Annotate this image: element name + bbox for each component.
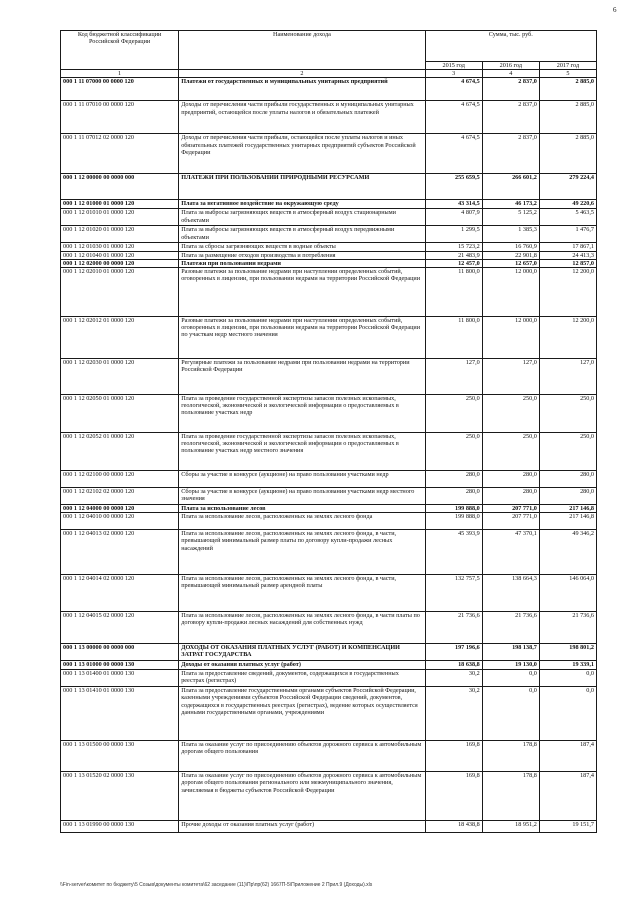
value-2016-cell: 19 130,0 <box>482 661 539 670</box>
value-2017-cell: 49 220,6 <box>539 200 596 209</box>
value-2017-cell: 217 146,8 <box>539 505 596 513</box>
value-2015-cell: 4 674,5 <box>425 134 482 174</box>
value-2015-cell: 197 196,6 <box>425 644 482 661</box>
code-cell: 000 1 12 02102 02 0000 120 <box>61 488 179 505</box>
value-2017-cell: 279 224,4 <box>539 174 596 200</box>
name-cell: Плата за сбросы загрязняющих веществ в водные объекты <box>179 243 425 251</box>
name-cell: Доходы от перечисления части прибыли государственных и муниципальных унитарных предприятий, остающейся после уплаты налогов и обязательных платежей <box>179 101 425 134</box>
value-2017-cell: 5 463,5 <box>539 209 596 226</box>
name-cell: Прочие доходы от оказания платных услуг (работ) <box>179 821 425 833</box>
value-2016-cell: 266 601,2 <box>482 174 539 200</box>
page-number: 6 <box>613 6 617 14</box>
value-2016-cell: 2 837,0 <box>482 134 539 174</box>
value-2016-cell: 21 736,6 <box>482 612 539 644</box>
value-2015-cell: 30,2 <box>425 670 482 687</box>
header-name: Наименование дохода <box>179 31 425 70</box>
value-2017-cell: 250,0 <box>539 433 596 471</box>
value-2015-cell: 4 807,9 <box>425 209 482 226</box>
table-row <box>61 433 597 471</box>
code-cell: 000 1 13 01500 00 0000 130 <box>61 741 179 772</box>
name-cell: Платежи от государственных и муниципальных унитарных предприятий <box>179 78 425 101</box>
code-cell: 000 1 12 02010 01 0000 120 <box>61 268 179 317</box>
name-cell: Плата за размещение отходов производства и потребления <box>179 251 425 259</box>
table-row <box>61 101 597 134</box>
code-cell: 000 1 12 02030 01 0000 120 <box>61 359 179 395</box>
value-2016-cell: 280,0 <box>482 471 539 488</box>
code-cell: 000 1 11 07010 00 0000 120 <box>61 101 179 134</box>
name-cell: Плата за оказание услуг по присоединению объектов дорожного сервиса к автомобильным дорогам общего пользования <box>179 741 425 772</box>
table-row <box>61 209 597 226</box>
value-2015-cell: 250,0 <box>425 433 482 471</box>
value-2017-cell: 0,0 <box>539 670 596 687</box>
code-cell: 000 1 12 01000 01 0000 120 <box>61 200 179 209</box>
value-2016-cell: 47 370,1 <box>482 530 539 575</box>
value-2017-cell: 17 867,1 <box>539 243 596 251</box>
value-2015-cell: 250,0 <box>425 395 482 433</box>
value-2015-cell: 199 888,0 <box>425 513 482 530</box>
code-cell: 000 1 12 01030 01 0000 120 <box>61 243 179 251</box>
code-cell: 000 1 12 00000 00 0000 000 <box>61 174 179 200</box>
code-cell: 000 1 12 04013 02 0000 120 <box>61 530 179 575</box>
value-2016-cell: 207 771,0 <box>482 505 539 513</box>
value-2017-cell: 127,0 <box>539 359 596 395</box>
code-cell: 000 1 12 02000 00 0000 120 <box>61 259 179 267</box>
value-2015-cell: 4 674,5 <box>425 101 482 134</box>
header-num-5: 5 <box>539 70 596 78</box>
table-row <box>61 174 597 200</box>
code-cell: 000 1 13 01520 02 0000 130 <box>61 772 179 821</box>
code-cell: 000 1 13 00000 00 0000 000 <box>61 644 179 661</box>
value-2017-cell: 2 885,0 <box>539 134 596 174</box>
name-cell: Регулярные платежи за пользование недрами при пользовании недрами на территории Российской Федерации <box>179 359 425 395</box>
table-body <box>61 78 597 833</box>
value-2015-cell: 12 457,0 <box>425 259 482 267</box>
code-cell: 000 1 12 01010 01 0000 120 <box>61 209 179 226</box>
code-cell: 000 1 12 04015 02 0000 120 <box>61 612 179 644</box>
table-row <box>61 134 597 174</box>
value-2016-cell: 1 385,3 <box>482 226 539 243</box>
value-2017-cell: 19 339,1 <box>539 661 596 670</box>
name-cell: Плата за использование лесов, расположенных на землях лесного фонда, в части, превышающей минимальный размер арендной платы <box>179 575 425 612</box>
name-cell: Плата за проведение государственной экспертизы запасов полезных ископаемых, геологической, экономической и экологической информации о предоставляемых в пользование участках недр <box>179 395 425 433</box>
table-row <box>61 661 597 670</box>
table-row <box>61 821 597 833</box>
revenue-table <box>60 30 597 833</box>
value-2017-cell: 19 151,7 <box>539 821 596 833</box>
code-cell: 000 1 12 04014 02 0000 120 <box>61 575 179 612</box>
table-row <box>61 575 597 612</box>
value-2015-cell: 132 757,5 <box>425 575 482 612</box>
value-2016-cell: 198 138,7 <box>482 644 539 661</box>
name-cell: Плата за предоставление государственными органами субъектов Российской Федерации, казенными учреждениями субъектов Российской Федерации сведений, документов, содержащихся в государственных реестрах (регистрах), ведение которых осуществляется данными государственными органами, учреждениями <box>179 687 425 741</box>
value-2016-cell: 138 664,3 <box>482 575 539 612</box>
value-2017-cell: 250,0 <box>539 395 596 433</box>
code-cell: 000 1 13 01000 00 0000 130 <box>61 661 179 670</box>
value-2016-cell: 18 951,2 <box>482 821 539 833</box>
value-2017-cell: 217 146,8 <box>539 513 596 530</box>
name-cell: Плата за предоставление сведений, документов, содержащихся в государственных реестрах (регистрах) <box>179 670 425 687</box>
value-2016-cell: 127,0 <box>482 359 539 395</box>
value-2017-cell: 198 801,2 <box>539 644 596 661</box>
table-row <box>61 268 597 317</box>
code-cell: 000 1 12 02050 01 0000 120 <box>61 395 179 433</box>
value-2017-cell: 2 885,0 <box>539 78 596 101</box>
name-cell: Разовые платежи за пользование недрами при наступлении определенных событий, оговоренных в лицензии, при пользовании недрами на территории Российской Федерации по участкам недр местного значения <box>179 317 425 359</box>
name-cell: Плата за оказание услуг по присоединению объектов дорожного сервиса к автомобильным дорогам общего пользования регионального или межмуниципального значения, зачисляемая в бюджеты субъектов Российской Федерации <box>179 772 425 821</box>
table-row <box>61 317 597 359</box>
table-row <box>61 259 597 267</box>
value-2016-cell: 2 837,0 <box>482 101 539 134</box>
table-row <box>61 226 597 243</box>
table-row <box>61 670 597 687</box>
value-2017-cell: 21 736,6 <box>539 612 596 644</box>
table-row <box>61 488 597 505</box>
header-code: Код бюджетной классификации Российской Федерации <box>61 31 179 70</box>
value-2015-cell: 199 888,0 <box>425 505 482 513</box>
value-2017-cell: 187,4 <box>539 772 596 821</box>
value-2017-cell: 0,0 <box>539 687 596 741</box>
value-2017-cell: 187,4 <box>539 741 596 772</box>
table-row <box>61 243 597 251</box>
value-2016-cell: 178,8 <box>482 741 539 772</box>
value-2016-cell: 12 000,0 <box>482 268 539 317</box>
code-cell: 000 1 12 04000 00 0000 120 <box>61 505 179 513</box>
name-cell: Плата за использование лесов, расположенных на землях лесного фонда, в части, превышающей минимальный размер платы по договору купли-продажи лесных насаждений <box>179 530 425 575</box>
table-row <box>61 772 597 821</box>
code-cell: 000 1 12 01020 01 0000 120 <box>61 226 179 243</box>
value-2016-cell: 250,0 <box>482 395 539 433</box>
name-cell: Плата за использование лесов <box>179 505 425 513</box>
header-year-2015: 2015 год <box>425 62 482 70</box>
name-cell: Сборы за участие в конкурсе (аукционе) на право пользования участками недр местного значения <box>179 488 425 505</box>
header-num-4: 4 <box>482 70 539 78</box>
table-row <box>61 359 597 395</box>
name-cell: Плата за негативное воздействие на окружающую среду <box>179 200 425 209</box>
name-cell: Плата за проведение государственной экспертизы запасов полезных ископаемых, геологической, экономической и экологической информации о предоставляемых в пользование участках недр местного значения <box>179 433 425 471</box>
value-2016-cell: 22 901,8 <box>482 251 539 259</box>
value-2015-cell: 18 638,8 <box>425 661 482 670</box>
value-2016-cell: 0,0 <box>482 670 539 687</box>
value-2016-cell: 12 657,0 <box>482 259 539 267</box>
value-2015-cell: 21 483,9 <box>425 251 482 259</box>
value-2016-cell: 5 125,2 <box>482 209 539 226</box>
value-2015-cell: 11 800,0 <box>425 317 482 359</box>
value-2016-cell: 46 173,2 <box>482 200 539 209</box>
value-2016-cell: 250,0 <box>482 433 539 471</box>
value-2016-cell: 12 000,0 <box>482 317 539 359</box>
value-2015-cell: 169,8 <box>425 741 482 772</box>
name-cell: Доходы от оказания платных услуг (работ) <box>179 661 425 670</box>
table-row <box>61 200 597 209</box>
name-cell: Плата за использование лесов, расположенных на землях лесного фонда, в части платы по договору купли-продажи лесных насаждений для собственных нужд <box>179 612 425 644</box>
header-year-2017: 2017 год <box>539 62 596 70</box>
value-2015-cell: 280,0 <box>425 488 482 505</box>
value-2015-cell: 21 736,6 <box>425 612 482 644</box>
value-2015-cell: 30,2 <box>425 687 482 741</box>
value-2016-cell: 0,0 <box>482 687 539 741</box>
name-cell: Разовые платежи за пользование недрами при наступлении определенных событий, оговоренных в лицензии, при пользовании недрами на территории Российской Федерации <box>179 268 425 317</box>
table-row <box>61 395 597 433</box>
value-2015-cell: 1 299,5 <box>425 226 482 243</box>
name-cell: Сборы за участие в конкурсе (аукционе) на право пользования участками недр <box>179 471 425 488</box>
value-2016-cell: 2 837,0 <box>482 78 539 101</box>
code-cell: 000 1 13 01400 01 0000 130 <box>61 670 179 687</box>
value-2016-cell: 178,8 <box>482 772 539 821</box>
name-cell: Плата за выбросы загрязняющих веществ в атмосферный воздух стационарными объектами <box>179 209 425 226</box>
value-2017-cell: 49 346,2 <box>539 530 596 575</box>
table-row <box>61 644 597 661</box>
value-2015-cell: 15 723,2 <box>425 243 482 251</box>
value-2017-cell: 12 200,0 <box>539 268 596 317</box>
value-2015-cell: 11 800,0 <box>425 268 482 317</box>
value-2017-cell: 12 200,0 <box>539 317 596 359</box>
header-num-1: 1 <box>61 70 179 78</box>
header-num-2: 2 <box>179 70 425 78</box>
value-2015-cell: 43 314,5 <box>425 200 482 209</box>
code-cell: 000 1 12 01040 01 0000 120 <box>61 251 179 259</box>
value-2017-cell: 146 064,0 <box>539 575 596 612</box>
table-row <box>61 513 597 530</box>
table-row <box>61 687 597 741</box>
value-2015-cell: 18 438,8 <box>425 821 482 833</box>
table-row <box>61 78 597 101</box>
header-year-2016: 2016 год <box>482 62 539 70</box>
value-2017-cell: 280,0 <box>539 471 596 488</box>
value-2017-cell: 2 885,0 <box>539 101 596 134</box>
code-cell: 000 1 12 02012 01 0000 120 <box>61 317 179 359</box>
name-cell: ДОХОДЫ ОТ ОКАЗАНИЯ ПЛАТНЫХ УСЛУГ (РАБОТ) И КОМПЕНСАЦИИ ЗАТРАТ ГОСУДАРСТВА <box>179 644 425 661</box>
code-cell: 000 1 13 01410 01 0000 130 <box>61 687 179 741</box>
name-cell: Плата за использование лесов, расположенных на землях лесного фонда <box>179 513 425 530</box>
table-row <box>61 471 597 488</box>
value-2017-cell: 280,0 <box>539 488 596 505</box>
code-cell: 000 1 12 02052 01 0000 120 <box>61 433 179 471</box>
table-row <box>61 530 597 575</box>
value-2016-cell: 280,0 <box>482 488 539 505</box>
code-cell: 000 1 12 02100 00 0000 120 <box>61 471 179 488</box>
file-path-footer: \\Fin-server\комитет по бюджету\5 Созыв\документы комитета\62 заседание (11)\Пр\пр(62) 1667П-5\Приложение 2 Прил.9 (Доходы).xls <box>60 882 373 888</box>
value-2015-cell: 45 393,9 <box>425 530 482 575</box>
value-2015-cell: 4 674,5 <box>425 78 482 101</box>
name-cell: Доходы от перечисления части прибыли, остающейся после уплаты налогов и иных обязательных платежей государственных унитарных предприятий субъектов Российской Федерации <box>179 134 425 174</box>
table-row <box>61 612 597 644</box>
value-2017-cell: 12 857,0 <box>539 259 596 267</box>
value-2015-cell: 255 659,5 <box>425 174 482 200</box>
code-cell: 000 1 11 07000 00 0000 120 <box>61 78 179 101</box>
table-row <box>61 741 597 772</box>
table-row <box>61 251 597 259</box>
value-2015-cell: 280,0 <box>425 471 482 488</box>
header-sum: Сумма, тыс. руб. <box>425 31 596 62</box>
value-2016-cell: 16 760,9 <box>482 243 539 251</box>
name-cell: Плата за выбросы загрязняющих веществ в атмосферный воздух передвижными объектами <box>179 226 425 243</box>
name-cell: Платежи при пользовании недрами <box>179 259 425 267</box>
value-2015-cell: 127,0 <box>425 359 482 395</box>
value-2017-cell: 1 476,7 <box>539 226 596 243</box>
value-2017-cell: 24 413,3 <box>539 251 596 259</box>
code-cell: 000 1 11 07012 02 0000 120 <box>61 134 179 174</box>
code-cell: 000 1 12 04010 00 0000 120 <box>61 513 179 530</box>
code-cell: 000 1 13 01990 00 0000 130 <box>61 821 179 833</box>
table-row <box>61 505 597 513</box>
header-num-3: 3 <box>425 70 482 78</box>
value-2016-cell: 207 771,0 <box>482 513 539 530</box>
name-cell: ПЛАТЕЖИ ПРИ ПОЛЬЗОВАНИИ ПРИРОДНЫМИ РЕСУРСАМИ <box>179 174 425 200</box>
value-2015-cell: 169,8 <box>425 772 482 821</box>
